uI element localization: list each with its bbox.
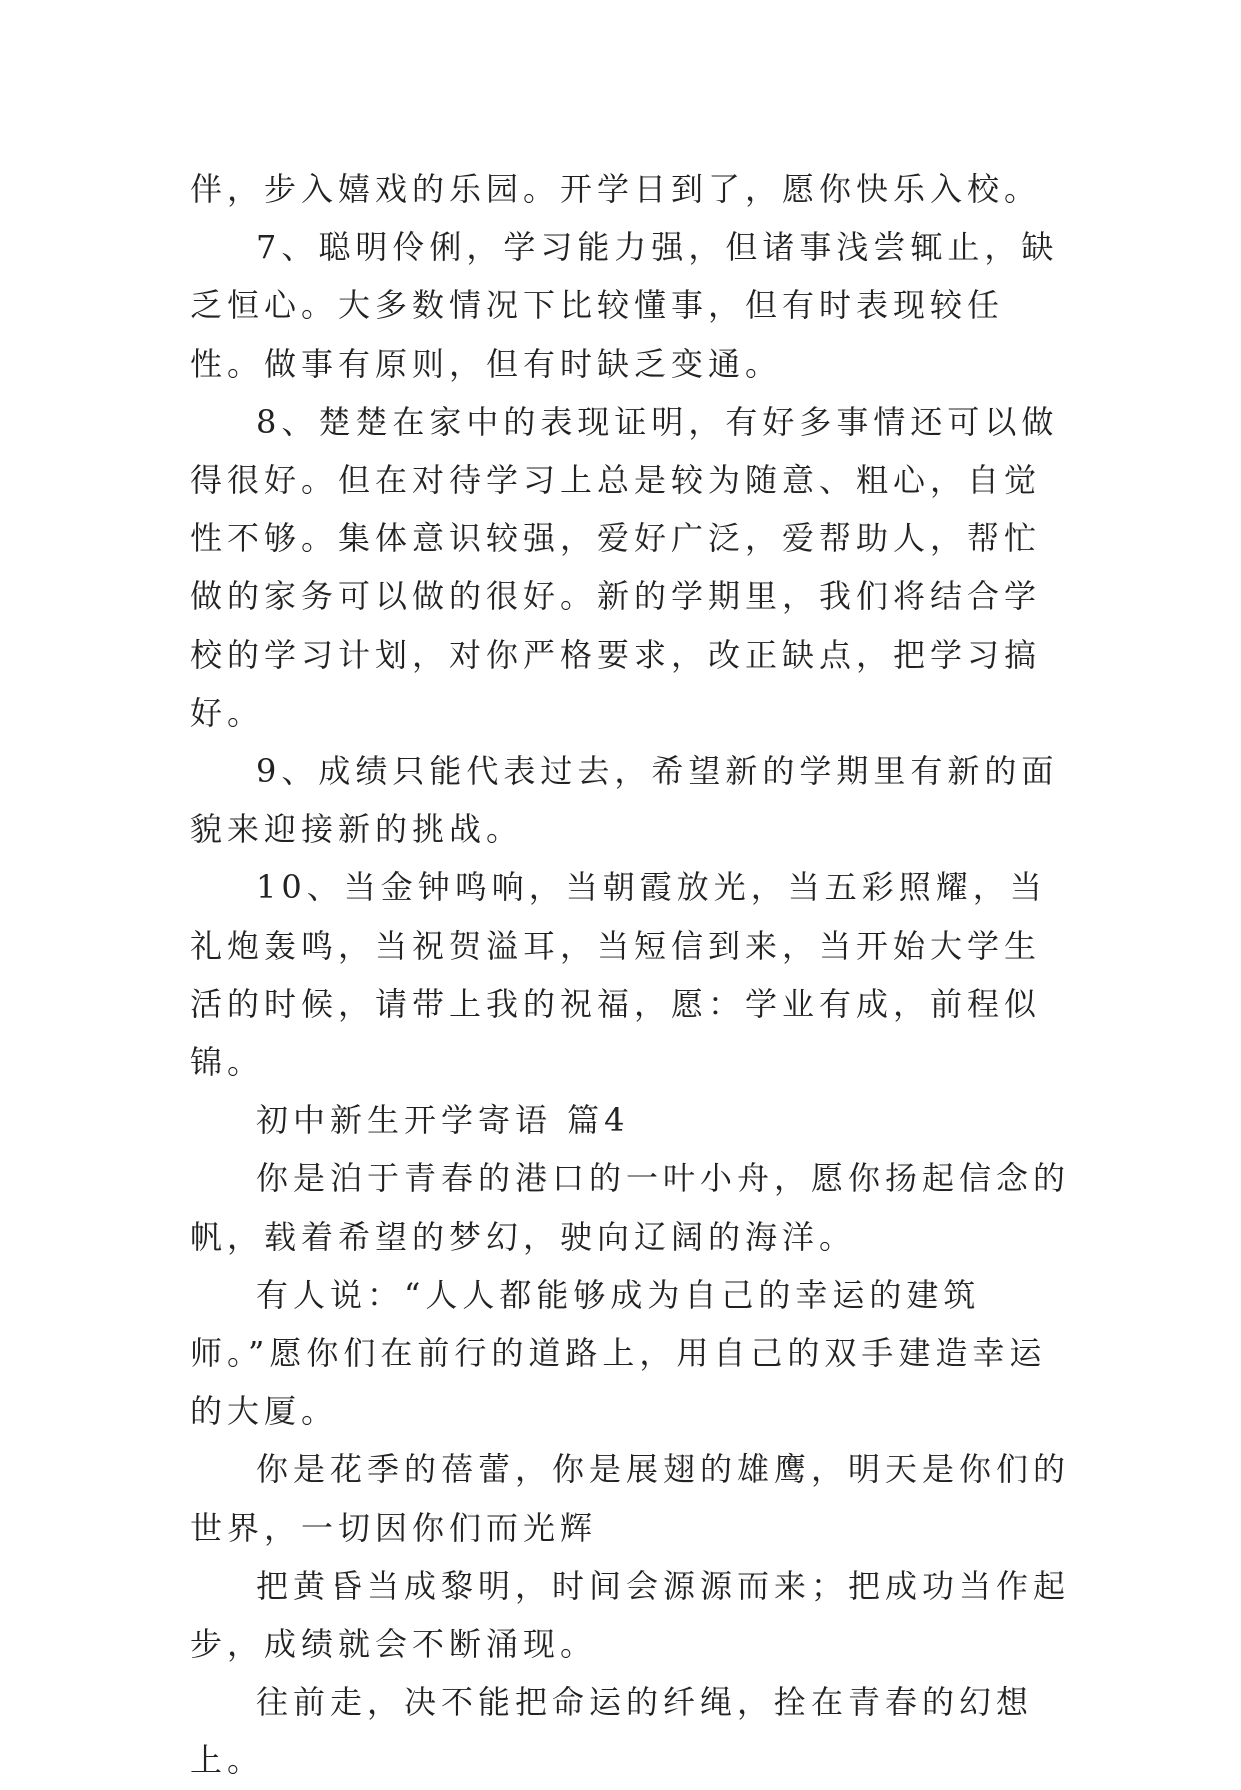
- paragraph-item-9: 9、成绩只能代表过去，希望新的学期里有新的面貌来迎接新的挑战。: [190, 752, 1059, 849]
- paragraph-dawn: 把黄昏当成黎明，时间会源源而来；把成功当作起步，成绩就会不断涌现。: [190, 1566, 1071, 1664]
- paragraph-item-7: 7、聪明伶俐，学习能力强，但诸事浅尝辄止，缺乏恒心。大多数情况下比较懂事，但有时表现较任性。做事有原则，但有时缺乏变通。: [190, 228, 1059, 383]
- paragraph-quote: 有人说：“人人都能够成为自己的幸运的建筑师。”愿你们在前行的道路上，用自己的双手建造幸运的大厦。: [190, 1275, 1047, 1431]
- paragraph-item-10: 10、当金钟鸣响，当朝霞放光，当五彩照耀，当礼炮轰鸣，当祝贺溢耳，当短信到来，当开始大学生活的时候，请带上我的祝福，愿：学业有成，前程似锦。: [190, 868, 1047, 1082]
- paragraph-boat: 你是泊于青春的港口的一叶小舟，愿你扬起信念的帆，载着希望的梦幻，驶向辽阔的海洋。: [190, 1159, 1071, 1256]
- paragraph-bud: 你是花季的蓓蕾，你是展翅的雄鹰，明天是你们的世界，一切因你们而光辉: [190, 1450, 1071, 1547]
- document-body: [190, 160, 1070, 1790]
- paragraph-forward: 往前走，决不能把命运的纤绳，拴在青春的幻想上。: [190, 1683, 1034, 1780]
- paragraph-item-8: 8、楚楚在家中的表现证明，有好多事情还可以做得很好。但在对待学习上总是较为随意、粗心，自觉性不够。集体意识较强，爱好广泛，爱帮助人，帮忙做的家务可以做的很好。新的学期里，我们将结合学校的学习计划，对你严格要求，改正缺点，把学习搞好。: [190, 402, 1059, 732]
- section-heading: 初中新生开学寄语 篇4: [256, 1101, 630, 1140]
- paragraph-continuation: 伴，步入嬉戏的乐园。开学日到了，愿你快乐入校。: [190, 170, 1042, 208]
